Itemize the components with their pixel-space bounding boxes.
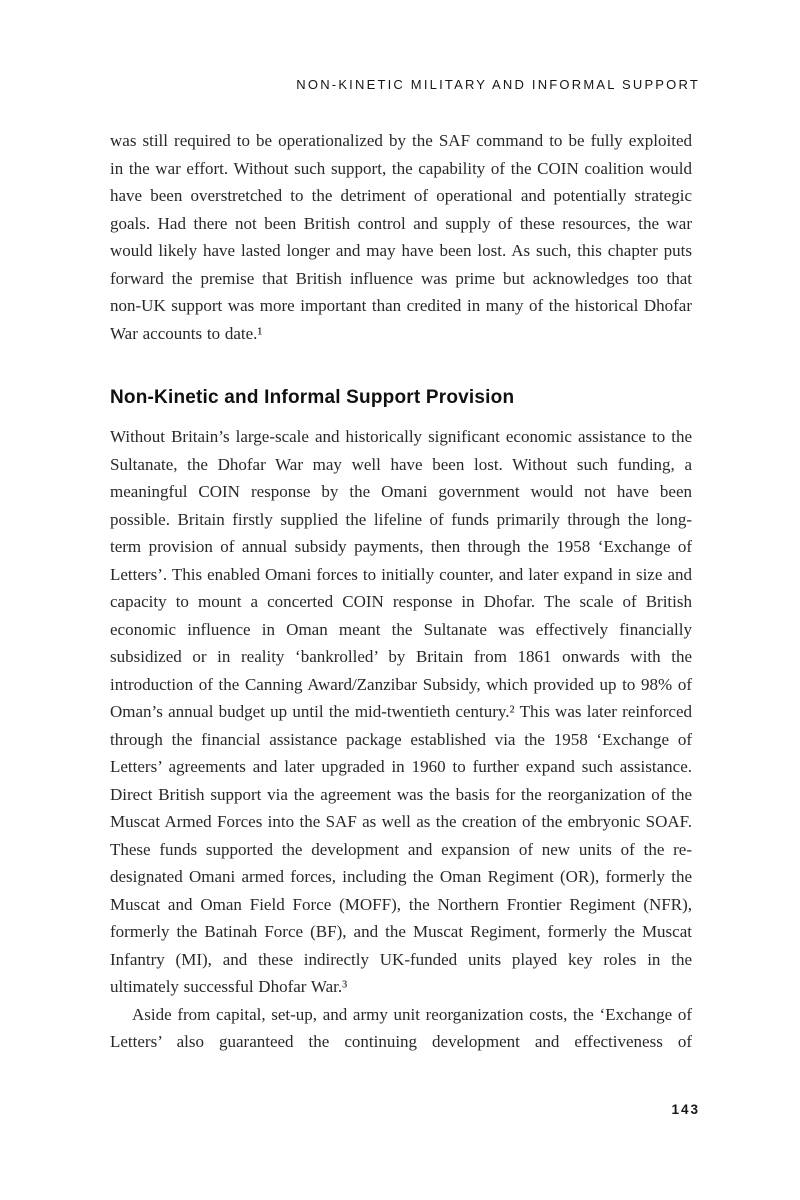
paragraph-indented: Aside from capital, set-up, and army unit reorganization costs, the ‘Exchange of Letters’ also guaranteed the continuing development and effectiveness of	[110, 1004, 692, 1051]
paragraph-continuation: was still required to be operationalized by the SAF command to be fully exploited in the war effort. Without such support, the capability of the COIN coalition would have been overstretched to the detriment of operational and potentially strategic goals. Had there not been British control and supply of these resources, the war would likely have lasted longer and may have been lost. As such, this chapter puts forward the premise that British influence was prime but acknowledges too that non-UK support was more important than credited in many of the historical Dhofar War accounts to date.¹	[110, 131, 692, 343]
paragraph-main: Without Britain’s large-scale and historically significant economic assistance to the Sultanate, the Dhofar War may well have been lost. Without such funding, a meaningful COIN response by the Omani government would not have been possible. Britain firstly supplied the lifeline of funds primarily through the long-term provision of annual subsidy payments, then through the 1958 ‘Exchange of Letters’. This enabled Omani forces to initially counter, and later expand in size and capacity to mount a concerted COIN response in Dhofar. The scale of British economic influence in Oman meant the Sultanate was effectively financially subsidized or in reality ‘bankrolled’ by Britain from 1861 onwards with the introduction of the Canning Award/Zanzibar Subsidy, which provided up to 98% of Oman’s annual budget up until the mid-twentieth century.² This was later reinforced through the financial assistance package established via the 1958 ‘Exchange of Letters’ agreements and later upgraded in 1960 to further expand such assistance. Direct British support via the agreement was the basis for the reorganization of the Muscat Armed Forces into the SAF as well as the creation of the embryonic SOAF. These funds supported the development and expansion of new units of the re-designated Omani armed forces, including the Oman Regiment (OR), formerly the Muscat and Oman Field Force (MOFF), the Northern Frontier Regiment (NFR), formerly the Batinah Force (BF), and the Muscat Regiment, formerly the Muscat Infantry (MI), and these indirectly UK-funded units played key roles in the ultimately successful Dhofar War.³	[110, 427, 692, 996]
body-text-block	[110, 127, 692, 1056]
page-number: 143	[671, 1102, 700, 1117]
running-header: NON-KINETIC MILITARY AND INFORMAL SUPPORT	[296, 77, 700, 92]
section-heading: Non-Kinetic and Informal Support Provision	[110, 387, 515, 408]
